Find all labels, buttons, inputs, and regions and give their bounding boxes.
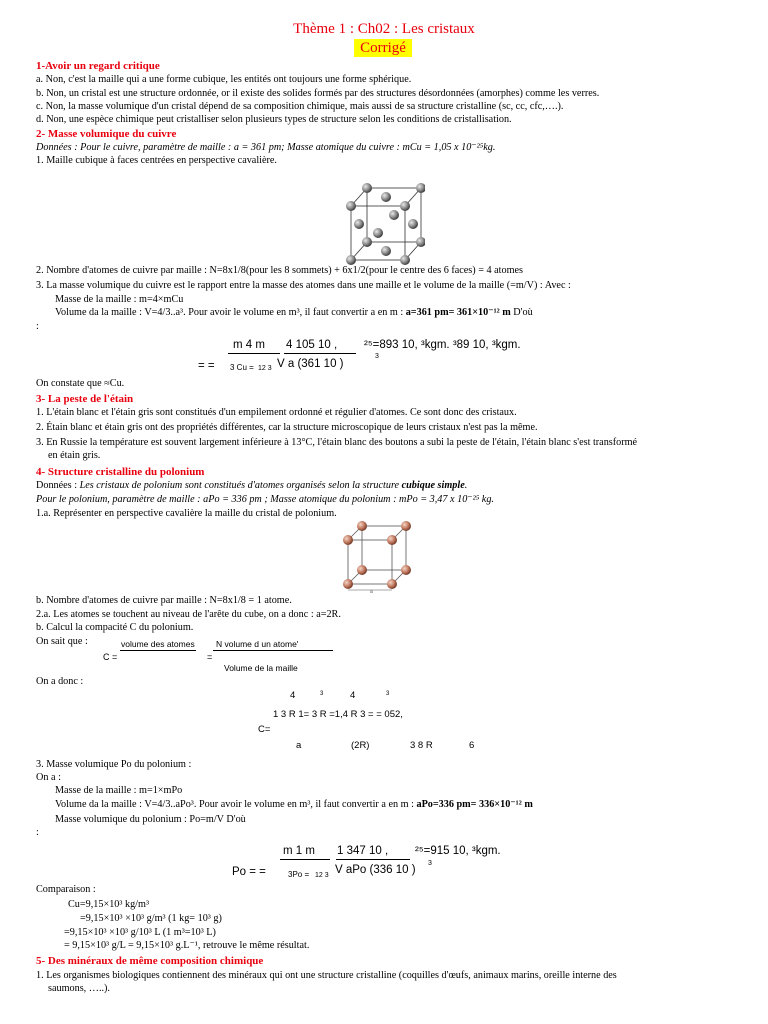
s4-masse-volumique: Masse volumique du polonium : Po=m/V D'où <box>55 814 246 825</box>
s4-donnees-text: Les cristaux de polonium sont constitués d'atomes organisés selon la structure <box>79 480 402 491</box>
s4-colon: : <box>36 827 39 838</box>
eq1-bot-d: V a (361 10 ) <box>277 358 344 370</box>
eq1-exponent: 3 <box>375 353 379 360</box>
d-bot3: 3 8 R <box>410 740 433 751</box>
s4-cmp-4: = 9,15×10³ g/L = 9,15×10³ g.L⁻¹, retrouve le même résultat. <box>64 940 310 951</box>
s3-p3a: 3. En Russie la température est souvent largement inférieure à 13°C, l'étain blanc des boutons a subi la peste de l'étain, l'étain blanc s'est transformé <box>36 437 638 448</box>
eq1-fraction-line-2 <box>284 353 356 354</box>
s4-comparaison: Comparaison : <box>36 884 96 895</box>
s1-answer-c: c. Non, la masse volumique d'un cristal dépend de sa composition chimique, mais aussi de sa structure cristalline (sc, cc, cfc,….). <box>36 101 564 112</box>
eq2-fraction-line-1 <box>280 859 330 860</box>
d-bot2: (2R) <box>351 740 370 751</box>
s4-q3: 3. Masse volumique Po du polonium : <box>36 759 192 770</box>
s4-q2b: b. Calcul la compacité C du polonium. <box>36 622 194 633</box>
s4-donnees-dot: . <box>464 480 468 491</box>
s4-on-a: On a : <box>36 772 61 783</box>
eq2-bot-c: 12 3 <box>315 872 329 879</box>
d-top2: 3 <box>320 691 324 697</box>
corrige-label: Corrigé <box>354 39 412 57</box>
s3-p1: 1. L'étain blanc et l'étain gris sont constitués d'un empilement ordonné et régulier d'atomes. Ce sont donc des cristaux. <box>36 407 517 418</box>
d-c: C= <box>258 724 271 735</box>
s2-q3: 3. La masse volumique du cuivre est le rapport entre la masse des atomes dans une maille et le volume de la maille (=m/V) : Avec : <box>36 280 571 291</box>
s4-q2a: 2.a. Les atomes se touchent au niveau de l'arête du cube, on a donc : a=2R. <box>36 609 341 620</box>
c-eq2: = <box>207 652 213 662</box>
d-top1: 4 <box>290 690 296 701</box>
s2-volume-mid: .a³. Pour avoir le volume en m³, il faut convertir a en m : <box>172 307 406 318</box>
eq2-bot-d: V aPo (336 10 ) <box>335 864 416 876</box>
c-num1: volume des atomes <box>121 639 195 649</box>
section-2-heading: 2- Masse volumique du cuivre <box>36 128 177 140</box>
s2-q1: 1. Maille cubique à faces centrées en perspective cavalière. <box>36 155 277 166</box>
eq1-bot-c: 12 3 <box>258 365 272 372</box>
s2-constate: On constate que ≈Cu. <box>36 378 125 389</box>
s4-on-sait: On sait que : <box>36 636 88 647</box>
simple-cubic-diagram <box>340 520 414 594</box>
s2-donnees: Données : Pour le cuivre, paramètre de maille : a = 361 pm; Masse atomique du cuivre : mCu = 1,05 x 10⁻²⁵kg. <box>36 142 496 153</box>
cube-edge-label: a <box>370 589 373 594</box>
s3-p2: 2. Étain blanc et étain gris ont des propriétés différentes, car la structure microscopique de leurs cristaux n'est pas la même. <box>36 422 538 433</box>
eq1-bot-b: 3 Cu = <box>230 363 254 372</box>
s4-donnees-label: Données : <box>36 480 80 491</box>
c-eq: C = <box>103 652 118 662</box>
eq1-fraction-line-1 <box>228 353 280 354</box>
s5-p1a: 1. Les organismes biologiques contiennent des minéraux qui ont une structure cristalline (coquilles d'œufs, animaux marins, oreille interne des <box>36 970 617 981</box>
eq1-top-b: 4 105 10 , <box>286 339 338 351</box>
section-1-heading: 1-Avoir un regard critique <box>36 60 160 72</box>
eq2-top-c: ²⁵=915 10, ³kgm. <box>415 845 501 857</box>
eq1-top-a: m 4 m <box>233 339 265 351</box>
section-4-heading: 4- Structure cristalline du polonium <box>36 466 205 478</box>
d-bot4: 6 <box>469 740 475 751</box>
s2-volume-maille <box>55 307 533 320</box>
s2-masse-maille: Masse de la maille : m=4×mCu <box>55 294 184 305</box>
s4-cmp-1: Cu=9,15×10³ kg/m³ <box>68 899 149 910</box>
s4-q1b: b. Nombre d'atomes de cuivre par maille : N=8x1/8 = 1 atome. <box>36 595 292 606</box>
eq1-bot-a: = = <box>198 360 215 372</box>
s4-cmp-3: =9,15×10³ ×10³ g/10³ L (1 m³=10³ L) <box>64 927 216 938</box>
s4-donnees-1 <box>36 480 467 493</box>
s4-donnees-2: Pour le polonium, paramètre de maille : aPo = 336 pm ; Masse atomique du polonium : mPo = 3,47 x 10⁻²⁵ kg. <box>36 494 494 505</box>
s3-p3b: en étain gris. <box>48 450 101 461</box>
s2-volume-end: D'où <box>510 307 533 318</box>
s4-volume-maille <box>55 799 533 812</box>
s4-volume-bold: aPo=336 pm= 336×10⁻¹² m <box>416 799 533 810</box>
c-fraction-line-2 <box>213 650 333 651</box>
d-bot1: a <box>296 740 302 751</box>
s4-volume-start: Volume da la maille : V=4/3..aPo³. Pour avoir le volume en m³, il faut convertir a en m : <box>55 799 417 810</box>
fcc-cube-diagram <box>345 182 425 266</box>
s2-volume-start: Volume da la maille : V=4/3. <box>55 307 173 318</box>
section-5-heading: 5- Des minéraux de même composition chimique <box>36 955 264 967</box>
s4-masse-maille: Masse de la maille : m=1×mPo <box>55 785 183 796</box>
s4-donnees-structure: cubique simple <box>401 480 465 491</box>
d-top4: 3 <box>386 691 390 697</box>
s4-on-a-donc: On a donc : <box>36 676 84 687</box>
page-title: Thème 1 : Ch02 : Les cristaux <box>293 21 475 37</box>
c-num2: N volume d un atome' <box>216 639 299 649</box>
s2-volume-bold: a=361 pm= 361×10⁻¹² m <box>405 307 511 318</box>
eq2-top-b: 1 347 10 , <box>337 845 389 857</box>
s1-answer-b: b. Non, un cristal est une structure ordonnée, or il existe des solides formés par des structures désordonnées (amorphes) comme les verres. <box>36 88 600 99</box>
eq2-exponent: 3 <box>428 860 432 867</box>
s5-p1b: saumons, …..). <box>48 983 110 994</box>
d-mid: 1 3 R 1= 3 R =1,4 R 3 = = 052, <box>273 709 403 720</box>
eq2-top-a: m 1 m <box>283 845 315 857</box>
c-fraction-line-1 <box>120 650 196 651</box>
eq2-fraction-line-2 <box>336 859 410 860</box>
eq2-bot-a: Po = = <box>232 866 266 878</box>
s4-q1a: 1.a. Représenter en perspective cavalière la maille du cristal de polonium. <box>36 508 337 519</box>
eq2-bot-b: 3Po = <box>288 870 310 879</box>
eq1-top-c: ²⁵=893 10, ³kgm. ³89 10, ³kgm. <box>364 339 521 351</box>
s1-answer-a: a. Non, c'est la maille qui a une forme cubique, les entités ont toujours une forme sphérique. <box>36 74 412 85</box>
s4-cmp-2: =9,15×10³ ×10³ g/m³ (1 kg= 10³ g) <box>80 913 222 924</box>
s1-answer-d: d. Non, une espèce chimique peut cristalliser selon plusieurs types de structure selon les conditions de cristallisation. <box>36 114 512 125</box>
c-den: Volume de la maille <box>224 663 298 673</box>
s2-q2: 2. Nombre d'atomes de cuivre par maille : N=8x1/8(pour les 8 sommets) + 6x1/2(pour le centre des 6 faces) = 4 atomes <box>36 265 523 276</box>
s2-colon: : <box>36 321 39 332</box>
section-3-heading: 3- La peste de l'étain <box>36 393 134 405</box>
d-top3: 4 <box>350 690 356 701</box>
